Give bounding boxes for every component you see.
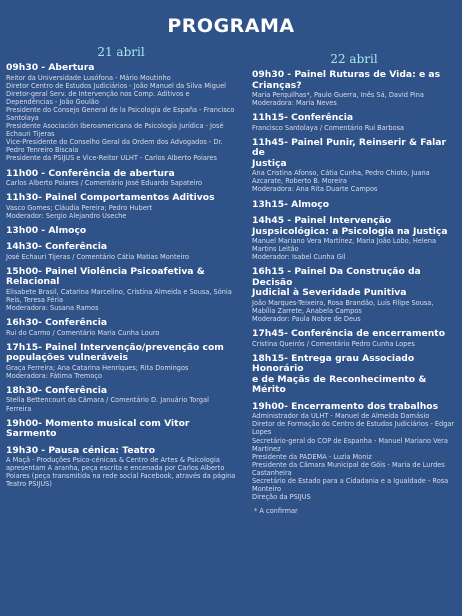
programme-item — [6, 169, 236, 188]
session-heading: 17h45- Conferência de encerramento — [252, 328, 446, 340]
session-detail: Maria Perquilhas*, Paulo Guerra, Inês Sá, David Pina — [252, 91, 424, 99]
programme-item — [252, 354, 456, 396]
session-heading: 11h30- Painel Comportamentos Aditivos — [6, 192, 215, 204]
session-detail: Diretor de Formação do Centro de Estudos Judiciários - Edgar Lopes — [252, 420, 455, 437]
session-detail: Presidente da PSIJUS e Vice-Reitor ULHT - Carlos Alberto Poiares — [6, 154, 217, 163]
footnote: * A confirmar — [254, 507, 298, 516]
session-heading: 16h30- Conferência — [6, 317, 108, 329]
session-heading: 15h00- Painel Violência Psicoafetiva & — [6, 265, 205, 277]
day-heading: 21 abril — [97, 45, 145, 59]
programme-item — [6, 242, 236, 261]
session-heading: 19h00- Momento musical com Vitor Sarmento — [6, 417, 190, 440]
session-detail: Vice-Presidente do Conselho Geral da Ordem dos Advogados - Dr. Pedro Tenreiro Biscaia — [6, 138, 223, 155]
session-heading: 16h15 - Painel Da Construção da Decisão — [252, 266, 421, 288]
programme-item — [6, 226, 236, 237]
session-detail: Moderadora: Maria Neves — [252, 99, 337, 108]
programme-item — [252, 267, 456, 323]
session-detail: Stella Bettencourt da Câmara / Comentário D. Januário Torgal Ferreira — [6, 396, 209, 413]
session-heading: Juspsicológica: a Psicologia na Justiça — [252, 225, 448, 237]
programme-item — [252, 113, 456, 132]
session-heading: Crianças? — [252, 79, 302, 91]
programme-item — [6, 63, 236, 163]
session-detail: Ana Cristina Afonso, Cátia Cunha, Pedro Chioto, Juana Azcarate, Roberto B. Moreira — [252, 169, 430, 186]
session-heading: 18h30- Conferência — [6, 384, 108, 396]
session-heading: 19h00- Encerramento dos trabalhos — [252, 400, 439, 412]
session-detail: Direção da PSIJUS — [252, 493, 311, 502]
session-detail: Moderador: Paula Nobre de Deus — [252, 315, 361, 324]
session-heading: populações vulneráveis — [6, 352, 129, 364]
session-detail: Secretário-geral do COP de Espanha - Manuel Mariano Vera Martinez — [252, 436, 448, 453]
programme-item — [6, 267, 236, 312]
session-detail: Presidente da PADEMA - Luzia Moniz — [252, 452, 372, 461]
session-heading: 19h30 - Pausa cénica: Teatro — [6, 444, 156, 456]
session-heading: Judicial à Severidade Punitiva — [252, 287, 407, 299]
session-detail: Diretor Centro de Estudos Judiciários - João Manuel da Silva Miguel — [6, 81, 226, 90]
session-detail: Cristina Queirós / Comentário Pedro Cunha Lopes — [252, 339, 415, 348]
session-detail: Secretário de Estado para a Cidadania e a Igualdade - Rosa Monteiro — [252, 476, 449, 494]
session-detail: Moderador: Sergio Alejandro Useche — [6, 211, 127, 220]
session-heading: 14h45 - Painel Intervenção — [252, 215, 392, 227]
session-detail: Presidente da Câmara Municipal de Góis - Maria de Lurdes Castanheira — [252, 460, 445, 477]
session-detail: A Maçã - Produções Psico-cénicas & Centro de Artes & Psicologia apresentam A aranha, peça escrita e encenada por Carlos Alberto Poiares (peça transmitida na rede social Facebook, através da página Teatro PSIJUS) — [6, 456, 236, 489]
session-detail: Manuel Mariano Vera Martínez, Maria João Lobo, Helena Martins Leitão — [252, 237, 437, 254]
day-heading: 22 abril — [330, 52, 378, 66]
session-heading: 13h15- Almoço — [252, 198, 330, 210]
session-detail: Vasco Gomes; Cláudia Pereira; Pedro Hubert — [6, 203, 153, 212]
day-2-column — [252, 52, 456, 515]
session-detail: Carlos Alberto Poiares / Comentário José Eduardo Sapateiro — [6, 179, 203, 188]
programme-item — [252, 70, 456, 107]
session-detail: Elisabete Brasil, Catarina Marcelino, Cristina Almeida e Sousa, Sónia Reis, Teresa Féria — [6, 287, 232, 304]
session-heading: 13h00 - Almoço — [6, 224, 87, 236]
session-detail: Presidente Asociación Iberoamericana de Psicología Jurídica - José Echauri Tijeras — [6, 122, 224, 139]
session-detail: Administrador da ULHT - Manuel de Almeida Damásio — [252, 412, 430, 421]
session-detail: Moderadora: Fátima Tremoço — [6, 371, 103, 380]
session-heading: 18h15- Entrega grau Associado Honorário — [252, 352, 415, 375]
session-heading: 11h45- Painel Punir, Reinserir & Falar de — [252, 136, 447, 159]
session-detail: Diretor-geral Serv. de Intervenção nos Comp. Aditivos e Dependências - João Goulão — [6, 89, 190, 106]
programme-item — [6, 343, 236, 380]
programme-item — [252, 200, 456, 211]
session-heading: Relacional — [6, 276, 60, 288]
session-detail: Moderadora: Ana Rita Duarte Campos — [252, 185, 378, 194]
programme-item — [252, 329, 456, 348]
session-detail: Francisco Santolaya / Comentário Rui Barbosa — [252, 123, 405, 132]
session-detail: José Echauri Tijeras / Comentário Cátia Matias Monteiro — [6, 252, 190, 261]
programme-item — [6, 446, 236, 489]
session-detail: Graça Ferreira; Ana Catarina Henriques; Rita Domingos — [6, 363, 189, 372]
programme-item — [6, 386, 236, 413]
day-1-column — [6, 45, 236, 495]
session-heading: 14h30- Conferência — [6, 241, 108, 253]
session-heading: 09h30 - Abertura — [6, 62, 95, 73]
session-detail: Moderadora: Susana Ramos — [6, 304, 99, 313]
session-detail: Moderador: Isabel Cunha Gil — [252, 253, 346, 262]
programme-item — [252, 402, 456, 502]
programme-item — [6, 193, 236, 220]
programme-item — [6, 318, 236, 337]
session-detail: João Marques-Teixeira, Rosa Brandão, Luís Filipe Sousa, Mabília Zarrete, Anabela Campos — [252, 298, 434, 315]
session-detail: Reitor da Universidade Lusófona - Mário Moutinho — [6, 73, 171, 82]
session-detail: Rui do Carmo / Comentário Maria Cunha Louro — [6, 328, 160, 337]
session-heading: 17h15- Painel Intervenção/prevenção com — [6, 341, 224, 353]
session-heading: e de Maçãs de Reconhecimento & Mérito — [252, 373, 427, 396]
session-detail: Presidente do Consejo General de la Psicología de España - Francisco Santolaya — [6, 105, 235, 122]
page-title: PROGRAMA — [167, 15, 295, 37]
programme-item — [252, 138, 456, 194]
session-heading: 11h00 - Conferência de abertura — [6, 167, 175, 179]
programme-item — [6, 419, 236, 440]
programme-item — [252, 216, 456, 261]
session-heading: Justiça — [252, 157, 287, 169]
session-heading: 09h30 - Painel Ruturas de Vida: e as — [252, 69, 441, 80]
session-heading: 11h15- Conferência — [252, 112, 354, 124]
